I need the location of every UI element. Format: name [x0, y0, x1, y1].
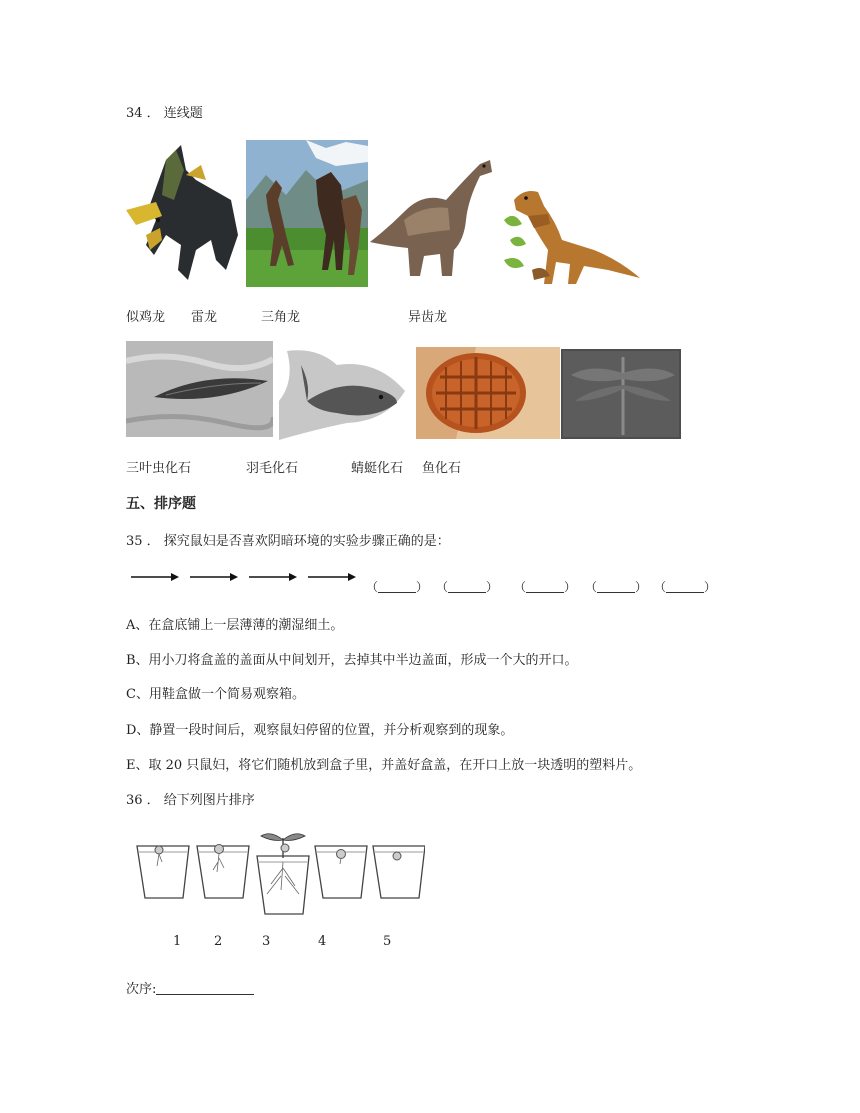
seed-pots-illustration	[135, 828, 425, 920]
fossil-label-4: 鱼化石	[422, 461, 462, 476]
answer-blank-4[interactable]	[585, 578, 647, 595]
order-label: 次序:	[126, 982, 157, 997]
blank-line[interactable]	[378, 580, 416, 593]
fossil-leaf-image	[126, 341, 273, 437]
step-e: E、取 20 只鼠妇，将它们随机放到盒子里，并盖好盒盖，在开口上放一块透明的塑料片。	[126, 758, 642, 773]
answer-blank-3[interactable]	[514, 578, 576, 595]
blank-close: ）	[704, 580, 717, 594]
heterodontosaurus-image	[504, 180, 642, 286]
question-34-title: 34 ． 连线题	[126, 106, 203, 121]
dino-label-1: 似鸡龙	[126, 310, 166, 325]
answer-blank-5[interactable]	[654, 578, 716, 595]
blank-close: ）	[635, 580, 648, 594]
blank-open: （	[585, 580, 598, 594]
grassland-dinosaurs-image	[246, 140, 368, 287]
blank-line[interactable]	[597, 580, 635, 593]
question-35-title: 35 ． 探究鼠妇是否喜欢阴暗环境的实验步骤正确的是：	[126, 534, 450, 549]
step-b: B、用小刀将盒盖的盖面从中间划开，去掉其中半边盖面，形成一个大的开口。	[126, 653, 578, 668]
blank-close: ）	[486, 580, 499, 594]
blank-close: ）	[564, 580, 577, 594]
section-heading: 五、排序题	[126, 496, 196, 512]
fossil-dragonfly-image	[561, 349, 681, 439]
fossil-fish-image	[277, 341, 407, 440]
blank-open: （	[366, 580, 379, 594]
order-blank[interactable]	[156, 981, 254, 995]
arrow-icon	[308, 571, 356, 583]
fossil-trilobite-image	[416, 347, 560, 439]
question-36-title: 36 ． 给下列图片排序	[126, 793, 255, 808]
blank-line[interactable]	[526, 580, 564, 593]
brontosaurus-image	[368, 150, 494, 280]
blank-close: ）	[416, 580, 429, 594]
pot-number-4: 4	[318, 934, 327, 949]
pot-number-1: 1	[173, 934, 182, 949]
answer-blank-1[interactable]	[366, 578, 428, 595]
pot-number-2: 2	[214, 934, 223, 949]
fossil-label-2: 羽毛化石	[246, 461, 299, 476]
pot-number-3: 3	[262, 934, 271, 949]
blank-line[interactable]	[666, 580, 704, 593]
blank-open: （	[514, 580, 527, 594]
answer-blank-2[interactable]	[436, 578, 498, 595]
arrow-icon	[131, 571, 179, 583]
blank-line[interactable]	[448, 580, 486, 593]
fossil-label-1: 三叶虫化石	[126, 461, 192, 476]
order-answer	[126, 978, 254, 997]
arrow-icon	[190, 571, 238, 583]
triceratops-image	[126, 140, 244, 285]
fossil-label-3: 蜻蜓化石	[351, 461, 404, 476]
dino-label-2: 雷龙	[191, 310, 218, 325]
blank-open: （	[654, 580, 667, 594]
dino-label-3: 三角龙	[261, 310, 301, 325]
pot-number-5: 5	[383, 934, 392, 949]
dino-label-4: 异齿龙	[408, 310, 448, 325]
blank-open: （	[436, 580, 449, 594]
arrow-icon	[249, 571, 297, 583]
step-d: D、静置一段时间后，观察鼠妇停留的位置，并分析观察到的现象。	[126, 723, 514, 738]
step-a: A、在盒底铺上一层薄薄的潮湿细土。	[126, 618, 344, 633]
step-c: C、用鞋盒做一个简易观察箱。	[126, 687, 305, 702]
